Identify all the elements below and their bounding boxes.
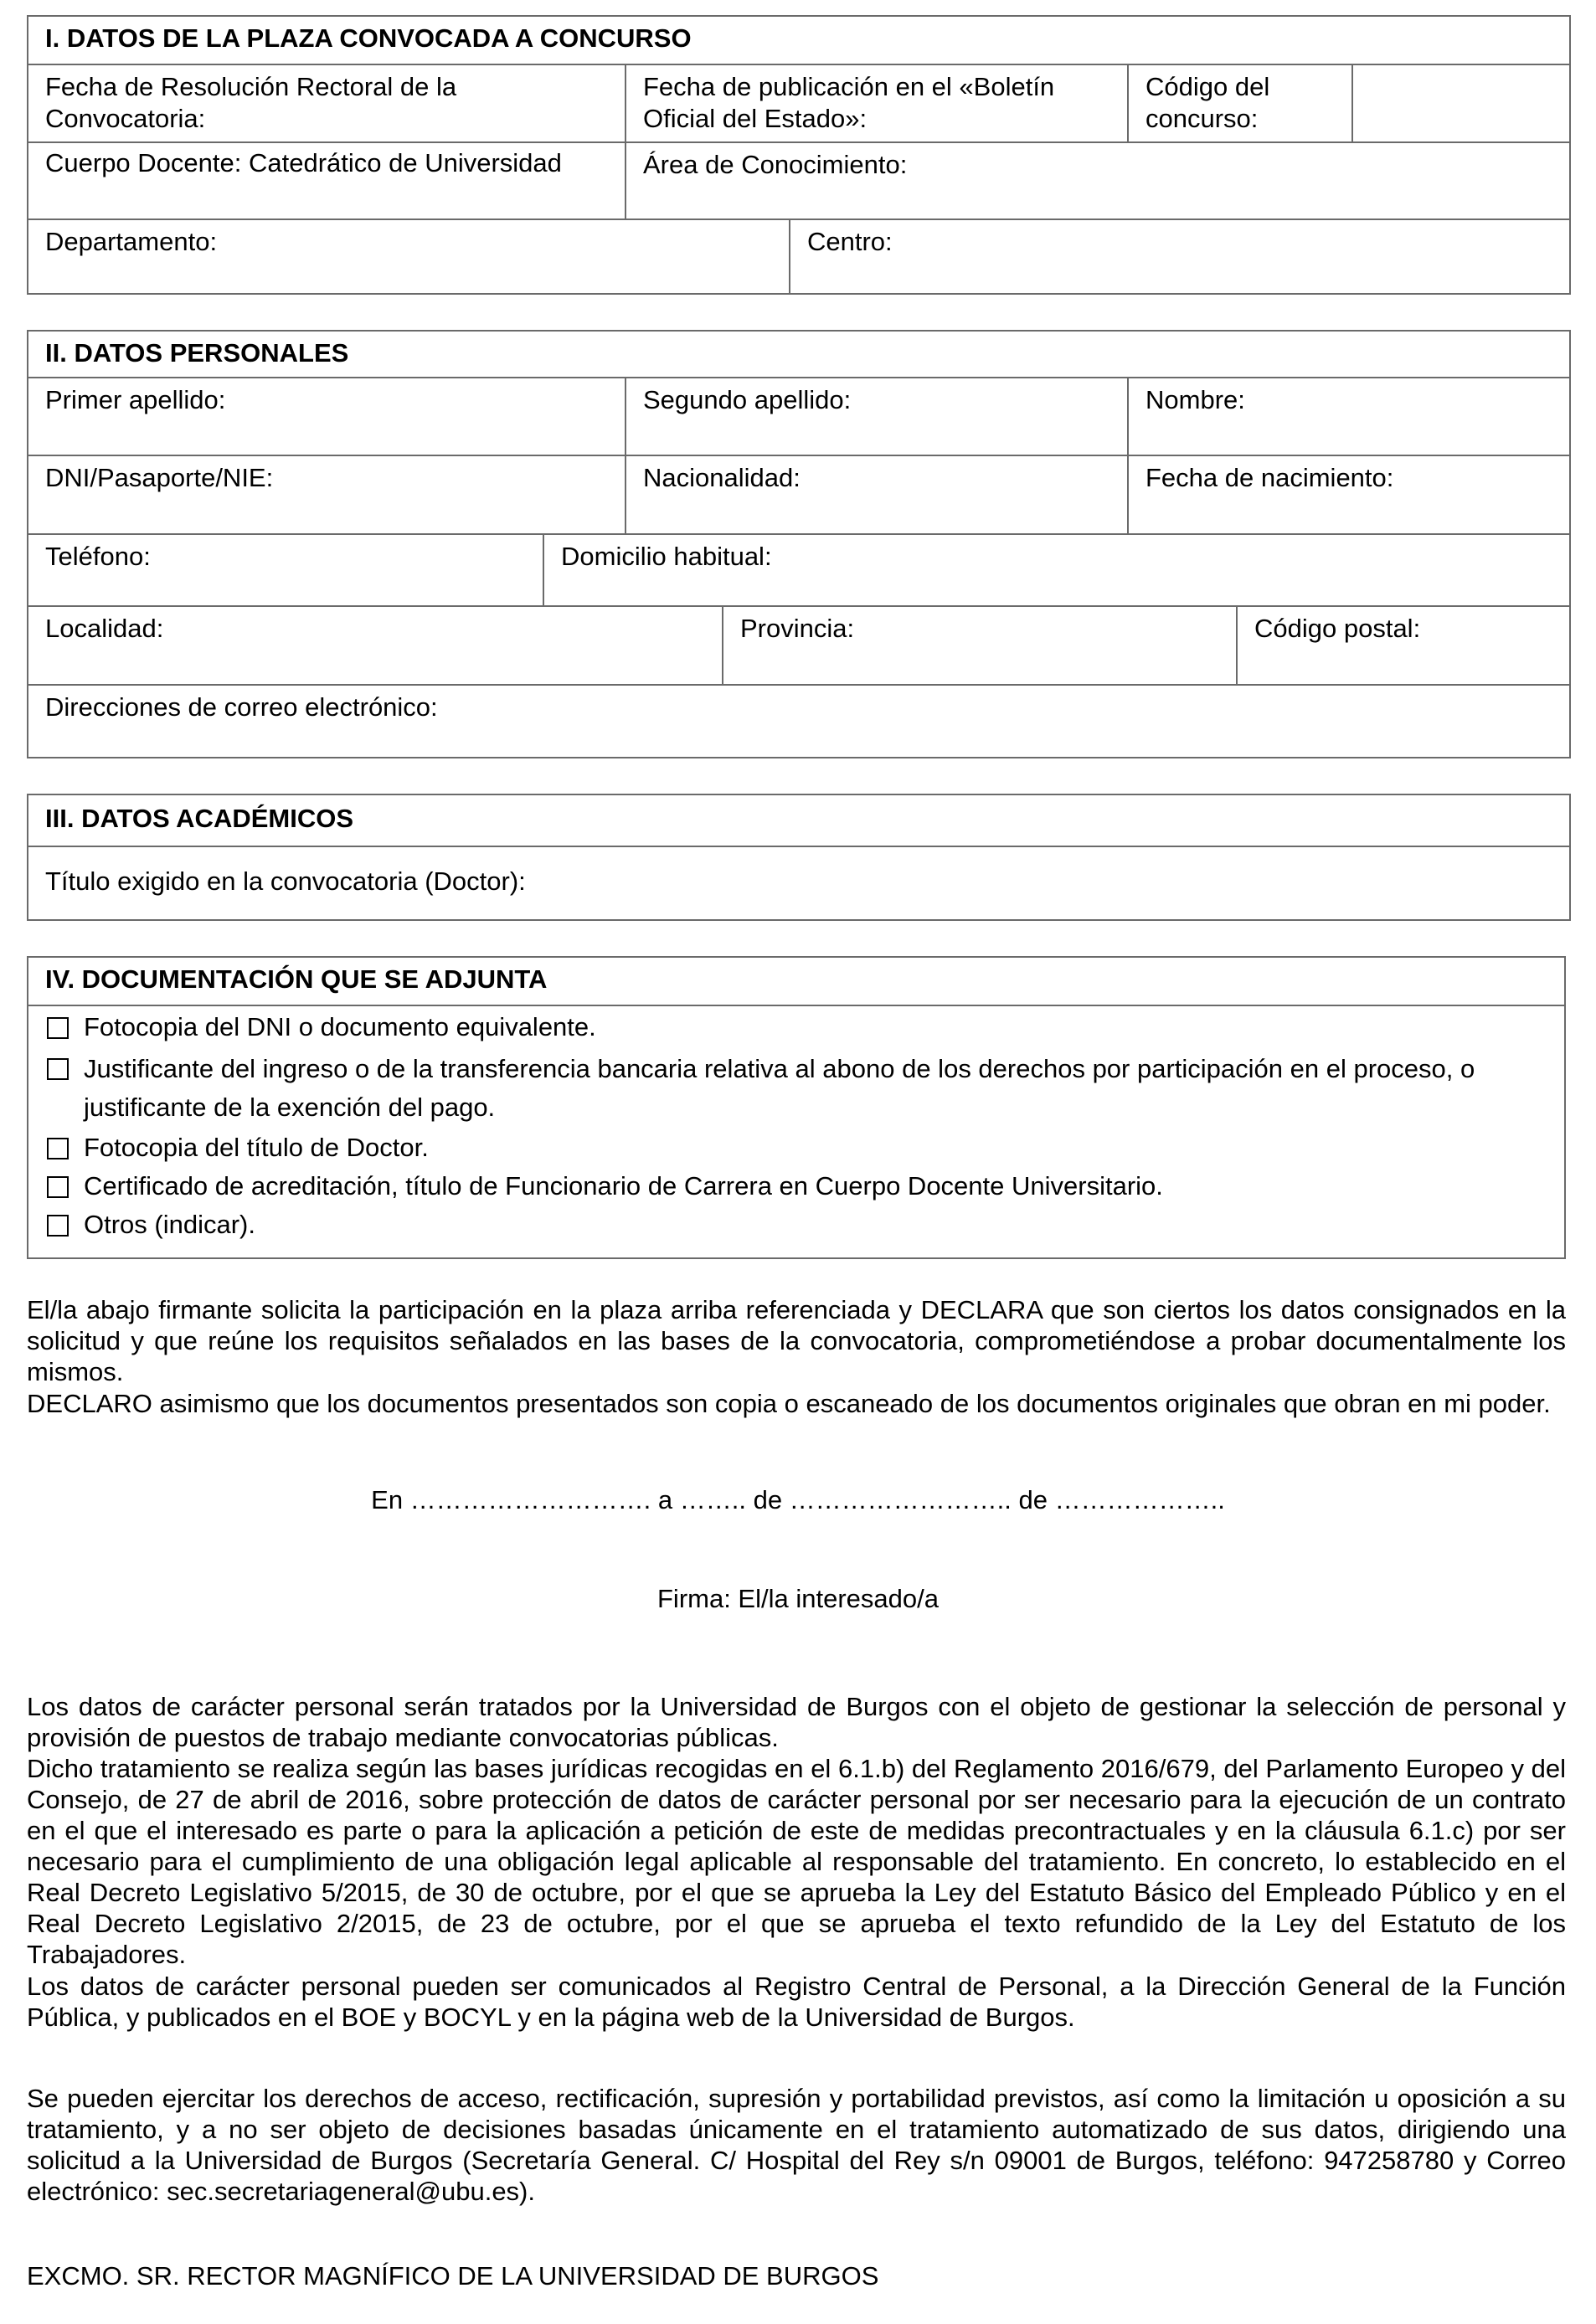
doc-item-label: Certificado de acreditación, título de Funcionario de Carrera en Cuerpo Docente Universitario. [84, 1171, 1163, 1201]
privacy-paragraph: Los datos de carácter personal serán tratados por la Universidad de Burgos con el objeto de gestionar la selección de personal y provisión de puestos de trabajo mediante convocatorias públicas. [27, 1692, 1566, 1752]
doc-item [47, 1170, 1547, 1204]
doc-item [47, 1011, 1547, 1045]
fecha-nacimiento-field[interactable]: Fecha de nacimiento: [1127, 456, 1569, 533]
titulo-exigido-field[interactable]: Título exigido en la convocatoria (Doctor): [45, 866, 526, 896]
fecha-resolucion-field[interactable]: Fecha de Resolución Rectoral de la Convocatoria: [45, 72, 457, 133]
primer-apellido-field[interactable]: Primer apellido: [45, 385, 226, 414]
section-datos-academicos [27, 794, 1571, 921]
rights-paragraph: Se pueden ejercitar los derechos de acceso, rectificación, supresión y portabilidad previstos, así como la limitación u oposición a su tratamiento, y a no ser objeto de decisiones basadas únicamente en el tratamiento automatizado de sus datos, dirigiendo una solicitud a la Universidad de Burgos (Secretaría General. C/ Hospital del Rey s/n 09001 de Burgos, teléfono: 947258780 y Correo electrónico: sec.secretariageneral@ubu.es). [27, 2084, 1566, 2206]
cuerpo-docente-field[interactable]: Cuerpo Docente: Catedrático de Universidad [45, 148, 562, 177]
section-title: IV. DOCUMENTACIÓN QUE SE ADJUNTA [45, 964, 548, 994]
telefono-field[interactable]: Teléfono: [45, 542, 151, 571]
privacy-paragraph: Los datos de carácter personal pueden ser comunicados al Registro Central de Personal, a la Dirección General de la Función Pública, y publicados en el BOE y BOCYL y en la página web de la Universidad de Burgos. [27, 1972, 1566, 2032]
segundo-apellido-field[interactable]: Segundo apellido: [625, 378, 1127, 455]
place-date-line[interactable]: En ………………………. a …….. de …………………….. de ……………….. [371, 1485, 1225, 1514]
checkbox[interactable] [47, 1138, 69, 1159]
correo-electronico-field[interactable]: Direcciones de correo electrónico: [45, 692, 438, 722]
fecha-publicacion-field[interactable]: Fecha de publicación en el «Boletín Oficial del Estado»: [625, 65, 1127, 141]
codigo-concurso-input[interactable] [1351, 65, 1569, 141]
dni-field[interactable]: DNI/Pasaporte/NIE: [45, 463, 274, 492]
doc-item [47, 1050, 1547, 1125]
doc-item-label: Otros (indicar). [84, 1210, 255, 1239]
checkbox[interactable] [47, 1017, 69, 1039]
doc-item [47, 1132, 1547, 1165]
checkbox[interactable] [47, 1215, 69, 1237]
localidad-field[interactable]: Localidad: [45, 614, 164, 643]
checkbox[interactable] [47, 1058, 69, 1080]
codigo-postal-field[interactable]: Código postal: [1236, 607, 1569, 684]
section-title: II. DATOS PERSONALES [45, 338, 349, 368]
declaration-paragraph: El/la abajo firmante solicita la participación en la plaza arriba referenciada y DECLARA que son ciertos los datos consignados en la solicitud y que reúne los requisitos señalados en las bases de la convocatoria, comprometiéndose a probar documentalmente los mismos. [27, 1295, 1566, 1386]
centro-field[interactable]: Centro: [789, 220, 1569, 293]
declaration-paragraph: DECLARO asimismo que los documentos presentados son copia o escaneado de los documentos originales que obran en mi poder. [27, 1389, 1551, 1418]
nacionalidad-field[interactable]: Nacionalidad: [625, 456, 1127, 533]
domicilio-field[interactable]: Domicilio habitual: [543, 535, 1569, 605]
doc-item-label: Fotocopia del DNI o documento equivalente. [84, 1012, 596, 1041]
signature-label: Firma: El/la interesado/a [657, 1584, 939, 1613]
doc-item-label: Justificante del ingreso o de la transferencia bancaria relativa al abono de los derechos por participación en el proceso, o justificante de la exención del pago. [84, 1054, 1475, 1122]
doc-item [47, 1209, 1547, 1242]
privacy-paragraph: Dicho tratamiento se realiza según las bases jurídicas recogidas en el 6.1.b) del Reglamento 2016/679, del Parlamento Europeo y del Consejo, de 27 de abril de 2016, sobre protección de datos de carácter personal por ser necesario para la ejecución de un contrato en el que el interesado es parte o para la aplicación a petición de este de medidas precontractuales y en la cláusula 6.1.c) por ser necesario para el cumplimiento de una obligación legal aplicable al responsable del tratamiento. En concreto, lo establecido en el Real Decreto Legislativo 5/2015, de 30 de octubre, por el que se aprueba la Ley del Estatuto Básico del Empleado Público y en el Real Decreto Legislativo 2/2015, de 23 de octubre, por el que se aprueba el texto refundido de la Ley del Estatuto de los Trabajadores. [27, 1754, 1566, 1969]
doc-item-label: Fotocopia del título de Doctor. [84, 1133, 429, 1162]
section-plaza-convocada [27, 15, 1571, 295]
section-datos-personales [27, 330, 1571, 758]
section-documentacion [27, 956, 1566, 1259]
codigo-concurso-label: Código del concurso: [1127, 65, 1351, 141]
checkbox[interactable] [47, 1176, 69, 1198]
area-conocimiento-field[interactable]: Área de Conocimiento: [625, 143, 1569, 219]
addressee: EXCMO. SR. RECTOR MAGNÍFICO DE LA UNIVERSIDAD DE BURGOS [27, 2261, 879, 2291]
provincia-field[interactable]: Provincia: [722, 607, 1236, 684]
nombre-field[interactable]: Nombre: [1127, 378, 1569, 455]
section-title: III. DATOS ACADÉMICOS [45, 804, 354, 833]
section-title: I. DATOS DE LA PLAZA CONVOCADA A CONCURSO [45, 23, 692, 53]
departamento-field[interactable]: Departamento: [45, 227, 218, 256]
